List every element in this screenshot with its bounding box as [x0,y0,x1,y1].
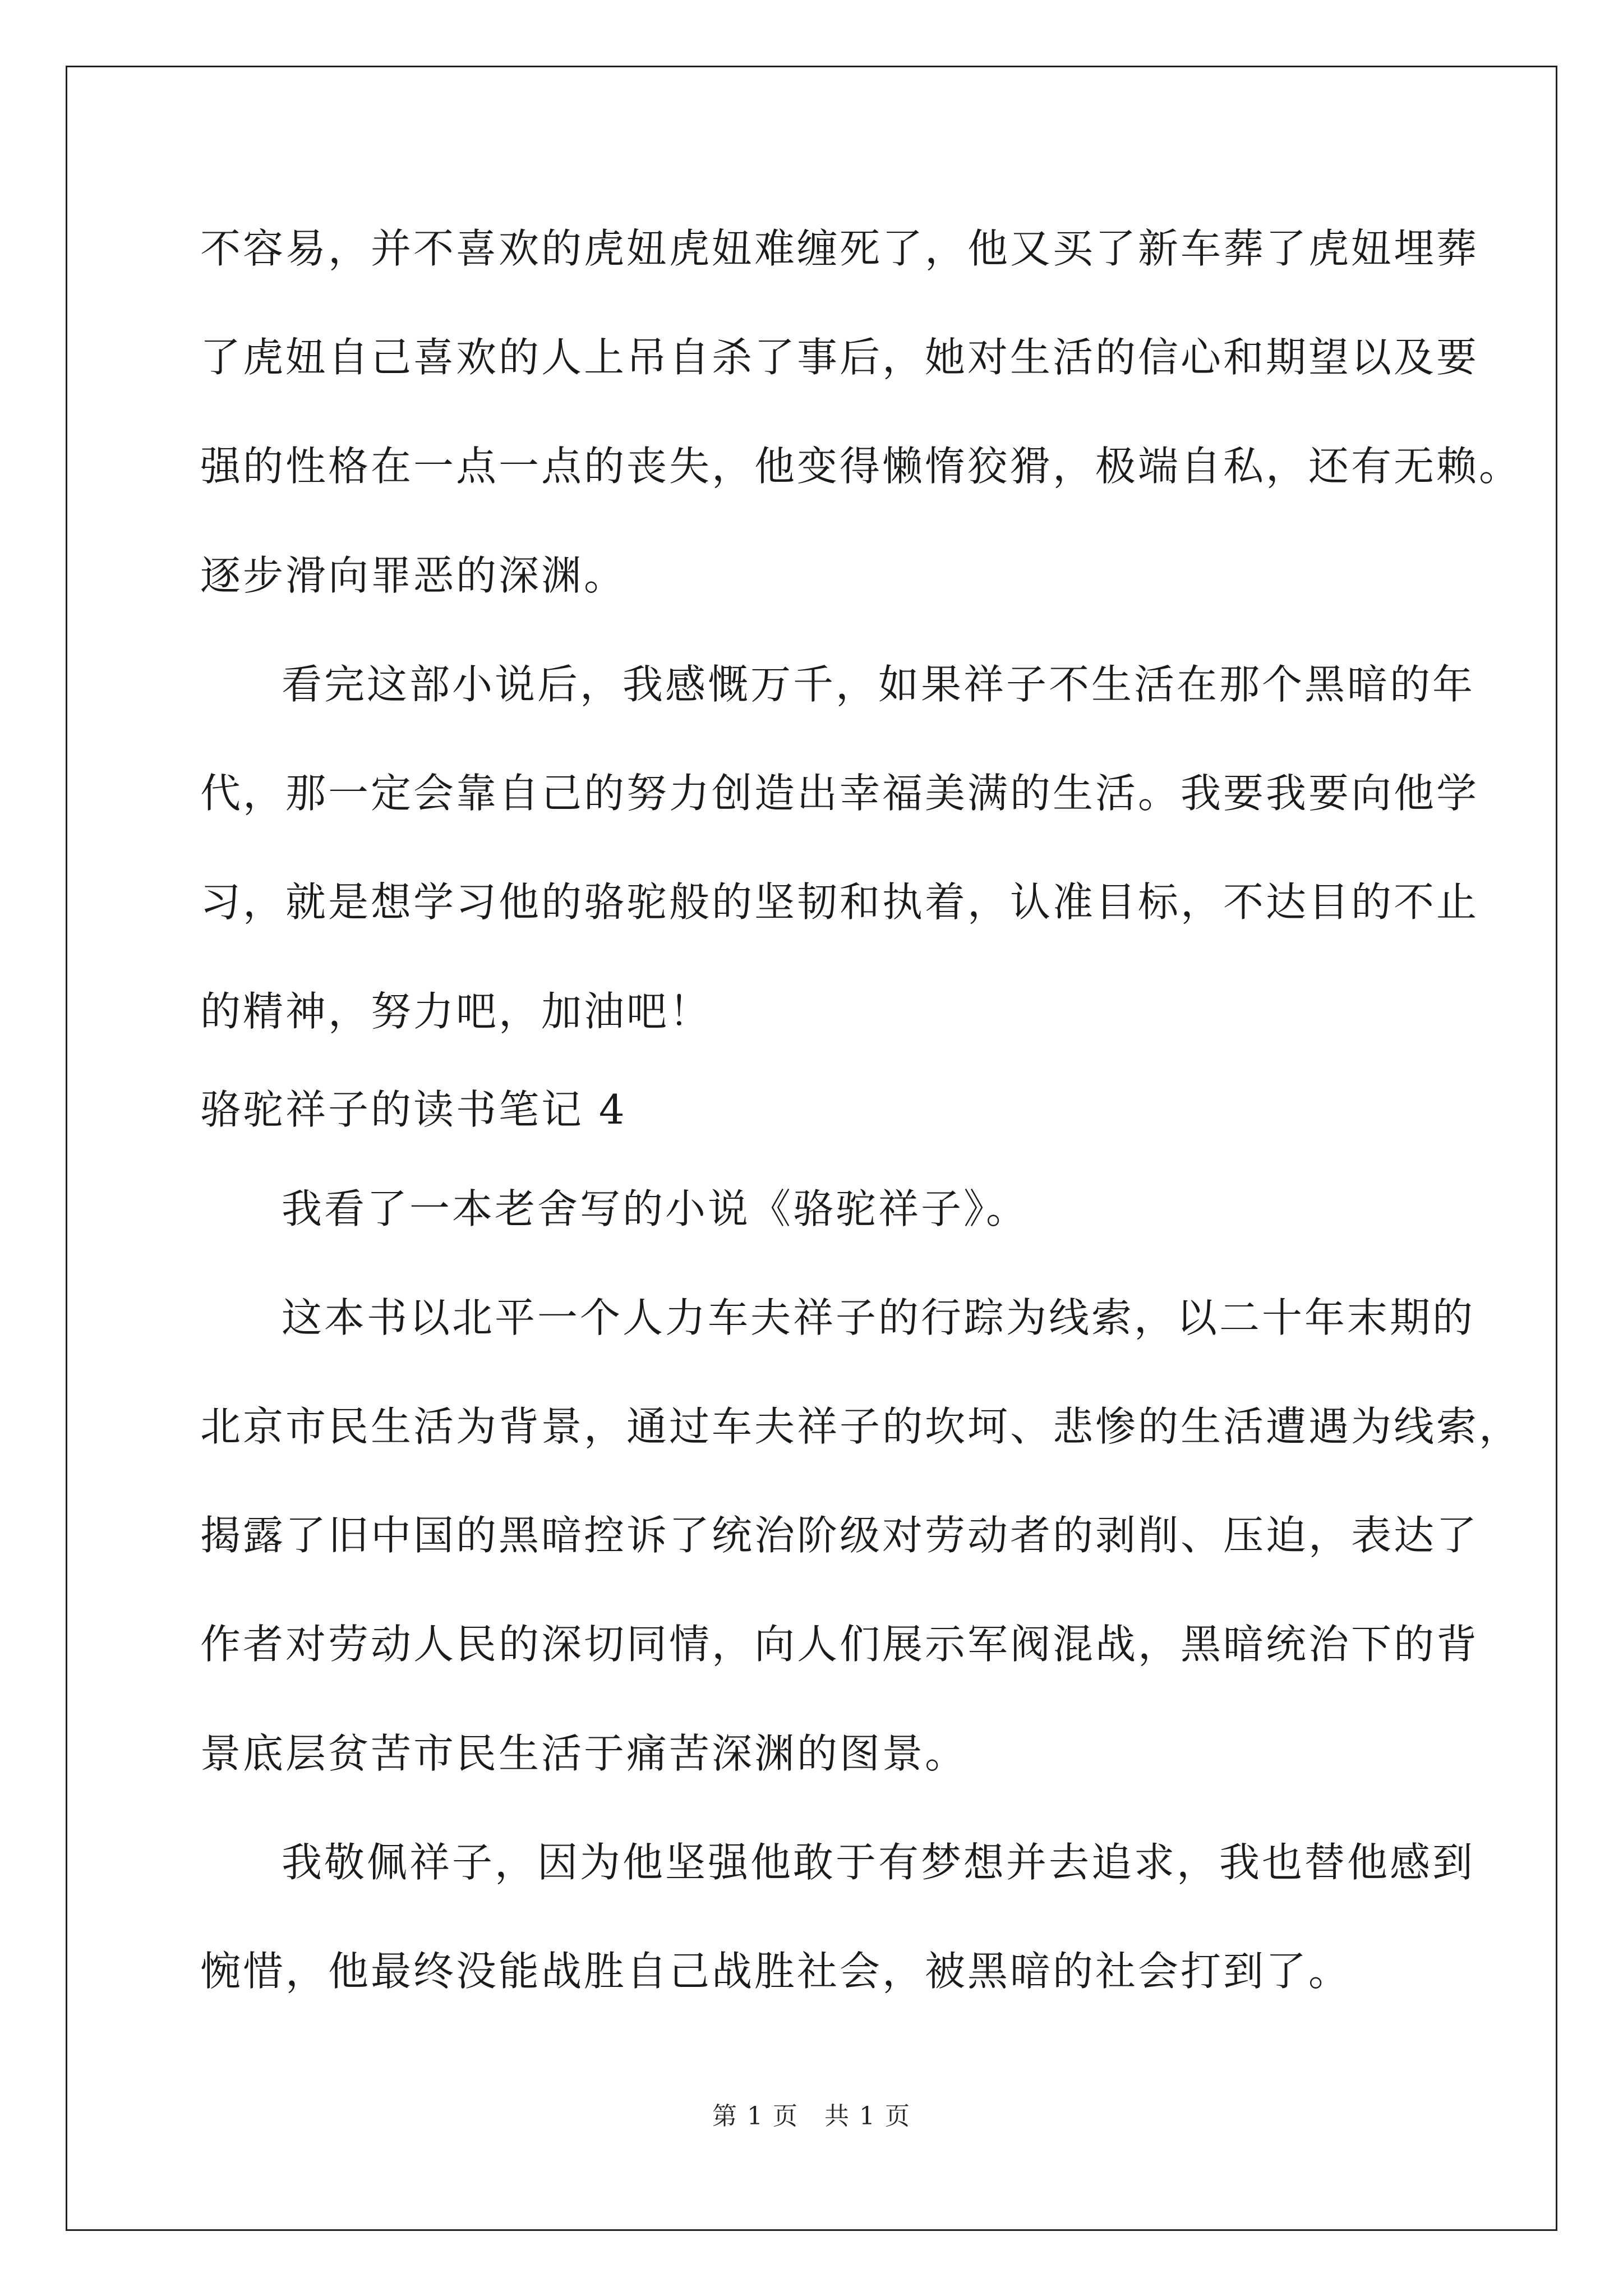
paragraph-line: 强的性格在一点一点的丧失，他变得懒惰狡猾，极端自私，还有无赖。 [200,443,1522,490]
paragraph-line: 作者对劳动人民的深切同情，向人们展示军阀混战，黑暗统治下的背 [200,1621,1479,1668]
paragraph-line: 惋惜，他最终没能战胜自己战胜社会，被黑暗的社会打到了。 [200,1948,1352,1995]
section-heading: 骆驼祥子的读书笔记 4 [200,1086,627,1133]
paragraph-line: 代，那一定会靠自己的努力创造出幸福美满的生活。我要我要向他学 [200,770,1479,817]
paragraph-line: 逐步滑向罪恶的深渊。 [200,552,627,599]
paragraph-line: 我看了一本老舍写的小说《骆驼祥子》。 [282,1185,1029,1232]
page-border [66,66,1557,2231]
paragraph-line: 景底层贫苦市民生活于痛苦深渊的图景。 [200,1730,968,1777]
paragraph-line: 的精神，努力吧，加油吧！ [200,988,712,1035]
paragraph-line: 看完这部小说后，我感慨万千，如果祥子不生活在那个黑暗的年 [282,661,1476,708]
paragraph-line: 不容易，并不喜欢的虎妞虎妞难缠死了，他又买了新车葬了虎妞埋葬 [200,225,1479,272]
paragraph-line: 揭露了旧中国的黑暗控诉了统治阶级对劳动者的剥削、压迫，表达了 [200,1512,1479,1559]
paragraph-line: 我敬佩祥子，因为他坚强他敢于有梦想并去追求，我也替他感到 [282,1839,1476,1886]
paragraph-line: 北京市民生活为背景，通过车夫祥子的坎坷、悲惨的生活遭遇为线索， [200,1403,1522,1450]
paragraph-line: 这本书以北平一个人力车夫祥子的行踪为线索，以二十年末期的 [282,1294,1476,1341]
paragraph-line: 了虎妞自己喜欢的人上吊自杀了事后，她对生活的信心和期望以及要 [200,334,1479,381]
paragraph-line: 习，就是想学习他的骆驼般的坚韧和执着，认准目标，不达目的不止 [200,878,1479,926]
page-number-footer: 第 1 页 共 1 页 [712,2102,911,2131]
